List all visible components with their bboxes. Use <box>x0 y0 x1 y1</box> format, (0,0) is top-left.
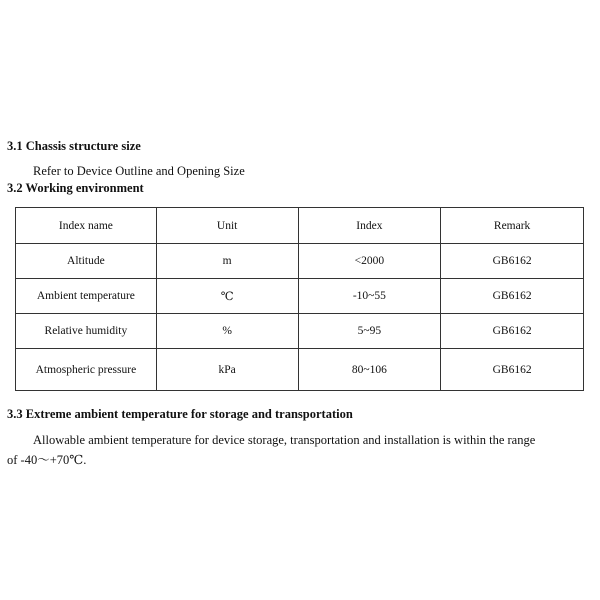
cell-index: 5~95 <box>298 314 441 349</box>
table-row <box>16 314 584 349</box>
section-3-3-heading: 3.3 Extreme ambient temperature for storage and transportation <box>7 407 353 421</box>
cell-index-name: Ambient temperature <box>16 279 157 314</box>
cell-index: -10~55 <box>298 279 441 314</box>
header-unit: Unit <box>156 208 298 244</box>
section-3-3-text-line2: of -40～+70℃. <box>7 453 87 467</box>
cell-index-name: Relative humidity <box>16 314 157 349</box>
cell-index-name: Altitude <box>16 244 157 279</box>
section-3-3-text-line1: Allowable ambient temperature for device storage, transportation and installation is within the range <box>33 433 536 447</box>
header-index-name: Index name <box>16 208 157 244</box>
cell-unit: kPa <box>156 349 298 391</box>
cell-remark: GB6162 <box>441 314 584 349</box>
table-header-row <box>16 208 584 244</box>
table-row <box>16 349 584 391</box>
header-remark: Remark <box>441 208 584 244</box>
table-row <box>16 244 584 279</box>
section-3-2-heading: 3.2 Working environment <box>7 181 144 195</box>
cell-remark: GB6162 <box>441 279 584 314</box>
cell-index: <2000 <box>298 244 441 279</box>
cell-unit: m <box>156 244 298 279</box>
working-environment-table <box>15 207 584 391</box>
cell-unit: % <box>156 314 298 349</box>
cell-unit: ℃ <box>156 279 298 314</box>
cell-remark: GB6162 <box>441 349 584 391</box>
section-3-1-text: Refer to Device Outline and Opening Size <box>33 164 245 178</box>
section-3-1-heading: 3.1 Chassis structure size <box>7 139 141 153</box>
cell-remark: GB6162 <box>441 244 584 279</box>
table-row <box>16 279 584 314</box>
cell-index-name: Atmospheric pressure <box>16 349 157 391</box>
cell-index: 80~106 <box>298 349 441 391</box>
header-index: Index <box>298 208 441 244</box>
